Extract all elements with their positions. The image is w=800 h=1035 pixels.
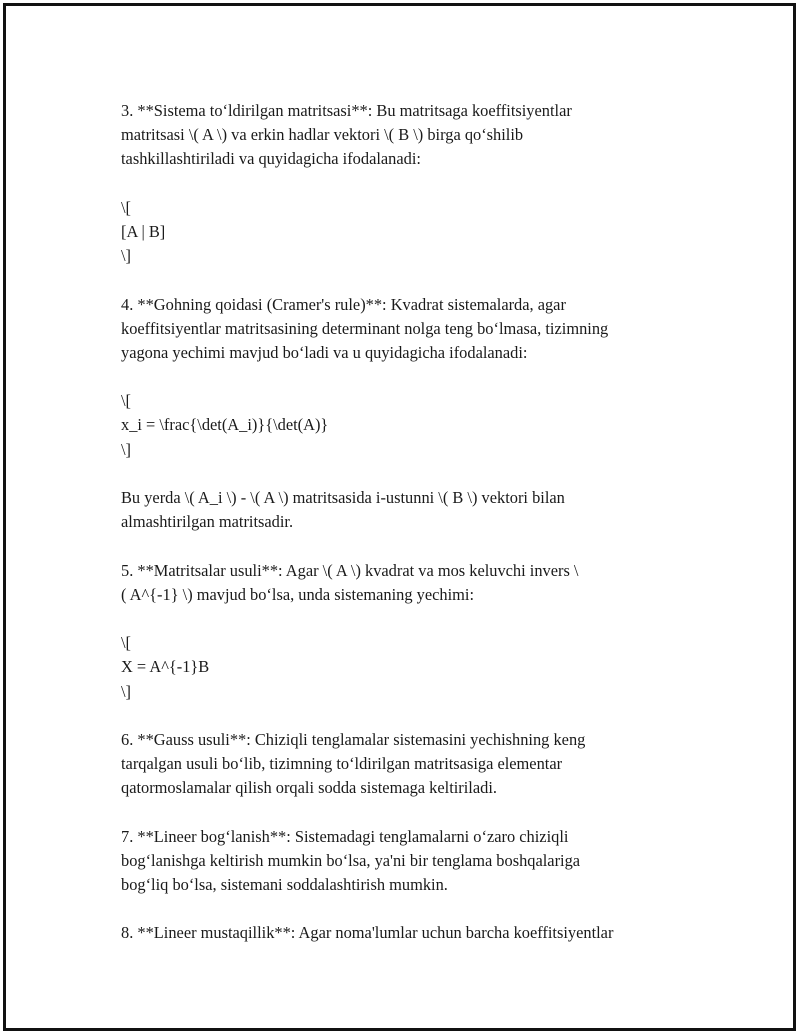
document-body	[121, 99, 691, 946]
formula-body: [A | B]	[121, 221, 166, 241]
list-item-matritsalar-usuli	[121, 559, 691, 607]
paragraph-gap	[121, 607, 691, 631]
paragraph-gap	[121, 704, 691, 728]
paragraph-gap	[121, 365, 691, 389]
list-item-lineer-mustaqillik	[121, 921, 691, 945]
paragraph-gap	[121, 534, 691, 558]
formula-open-delimiter: \[	[121, 633, 132, 653]
text-line: tarqalgan usuli bo‘lib, tizimning to‘ldirilgan matritsasiga elementar	[121, 754, 563, 774]
text-line: bog‘liq bo‘lsa, sistemani soddalashtirish mumkin.	[121, 875, 448, 894]
paragraph-cramer-note	[121, 486, 691, 534]
list-item-cramer-rule	[121, 293, 691, 366]
formula-cramer	[121, 389, 691, 462]
formula-close-delimiter: \]	[121, 246, 132, 266]
text-line: tashkillashtiriladi va quyidagicha ifodalanadi:	[121, 149, 421, 169]
paragraph-gap	[121, 268, 691, 292]
text-line: 3. **Sistema to‘ldirilgan matritsasi**: Bu matritsaga koeffitsiyentlar	[121, 101, 572, 120]
text-line: 7. **Lineer bog‘lanish**: Sistemadagi tenglamalarni o‘zaro chiziqli	[121, 826, 569, 846]
text-line: bog‘lanishga keltirish mumkin bo‘lsa, ya'ni bir tenglama boshqalariga	[121, 850, 581, 870]
text-line: koeffitsiyentlar matritsasining determinant nolga teng bo‘lmasa, tizimning	[121, 318, 609, 338]
list-item-lineer-boglanish	[121, 825, 691, 898]
formula-open-delimiter: \[	[121, 197, 132, 217]
formula-close-delimiter: \]	[121, 681, 132, 701]
formula-body: X = A^{-1}B	[121, 657, 210, 677]
text-line: yagona yechimi mavjud bo‘ladi va u quyidagicha ifodalanadi:	[121, 342, 528, 362]
text-line: matritsasi \( A \) va erkin hadlar vektori \( B \) birga qo‘shilib	[121, 125, 524, 145]
list-item-gauss-usuli	[121, 728, 691, 801]
paragraph-gap	[121, 800, 691, 824]
paragraph-gap	[121, 172, 691, 196]
formula-augmented-matrix	[121, 196, 691, 269]
text-line: almashtirilgan matritsadir.	[121, 512, 294, 532]
paragraph-gap	[121, 897, 691, 921]
text-line: Bu yerda \( A_i \) - \( A \) matritsasida i-ustunni \( B \) vektori bilan	[121, 488, 565, 507]
text-line: 6. **Gauss usuli**: Chiziqli tenglamalar sistemasini yechishning keng	[121, 729, 586, 749]
text-line: qatormoslamalar qilish orqali sodda sistemaga keltiriladi.	[121, 778, 497, 798]
formula-open-delimiter: \[	[121, 391, 132, 411]
text-line: 4. **Gohning qoidasi (Cramer's rule)**: Kvadrat sistemalarda, agar	[121, 294, 566, 314]
text-line: 8. **Lineer mustaqillik**: Agar noma'lumlar uchun barcha koeffitsiyentlar	[121, 923, 614, 943]
page-frame	[3, 3, 796, 1031]
formula-body: x_i = \frac{\det(A_i)}{\det(A)}	[121, 415, 329, 435]
formula-inverse-matrix	[121, 631, 691, 704]
text-line: ( A^{-1} \) mavjud bo‘lsa, unda sistemaning yechimi:	[121, 584, 474, 604]
formula-close-delimiter: \]	[121, 439, 132, 459]
list-item-sistema-toldirilgan-matritsasi	[121, 99, 691, 172]
text-line: 5. **Matritsalar usuli**: Agar \( A \) kvadrat va mos keluvchi invers \	[121, 560, 579, 580]
paragraph-gap	[121, 462, 691, 486]
